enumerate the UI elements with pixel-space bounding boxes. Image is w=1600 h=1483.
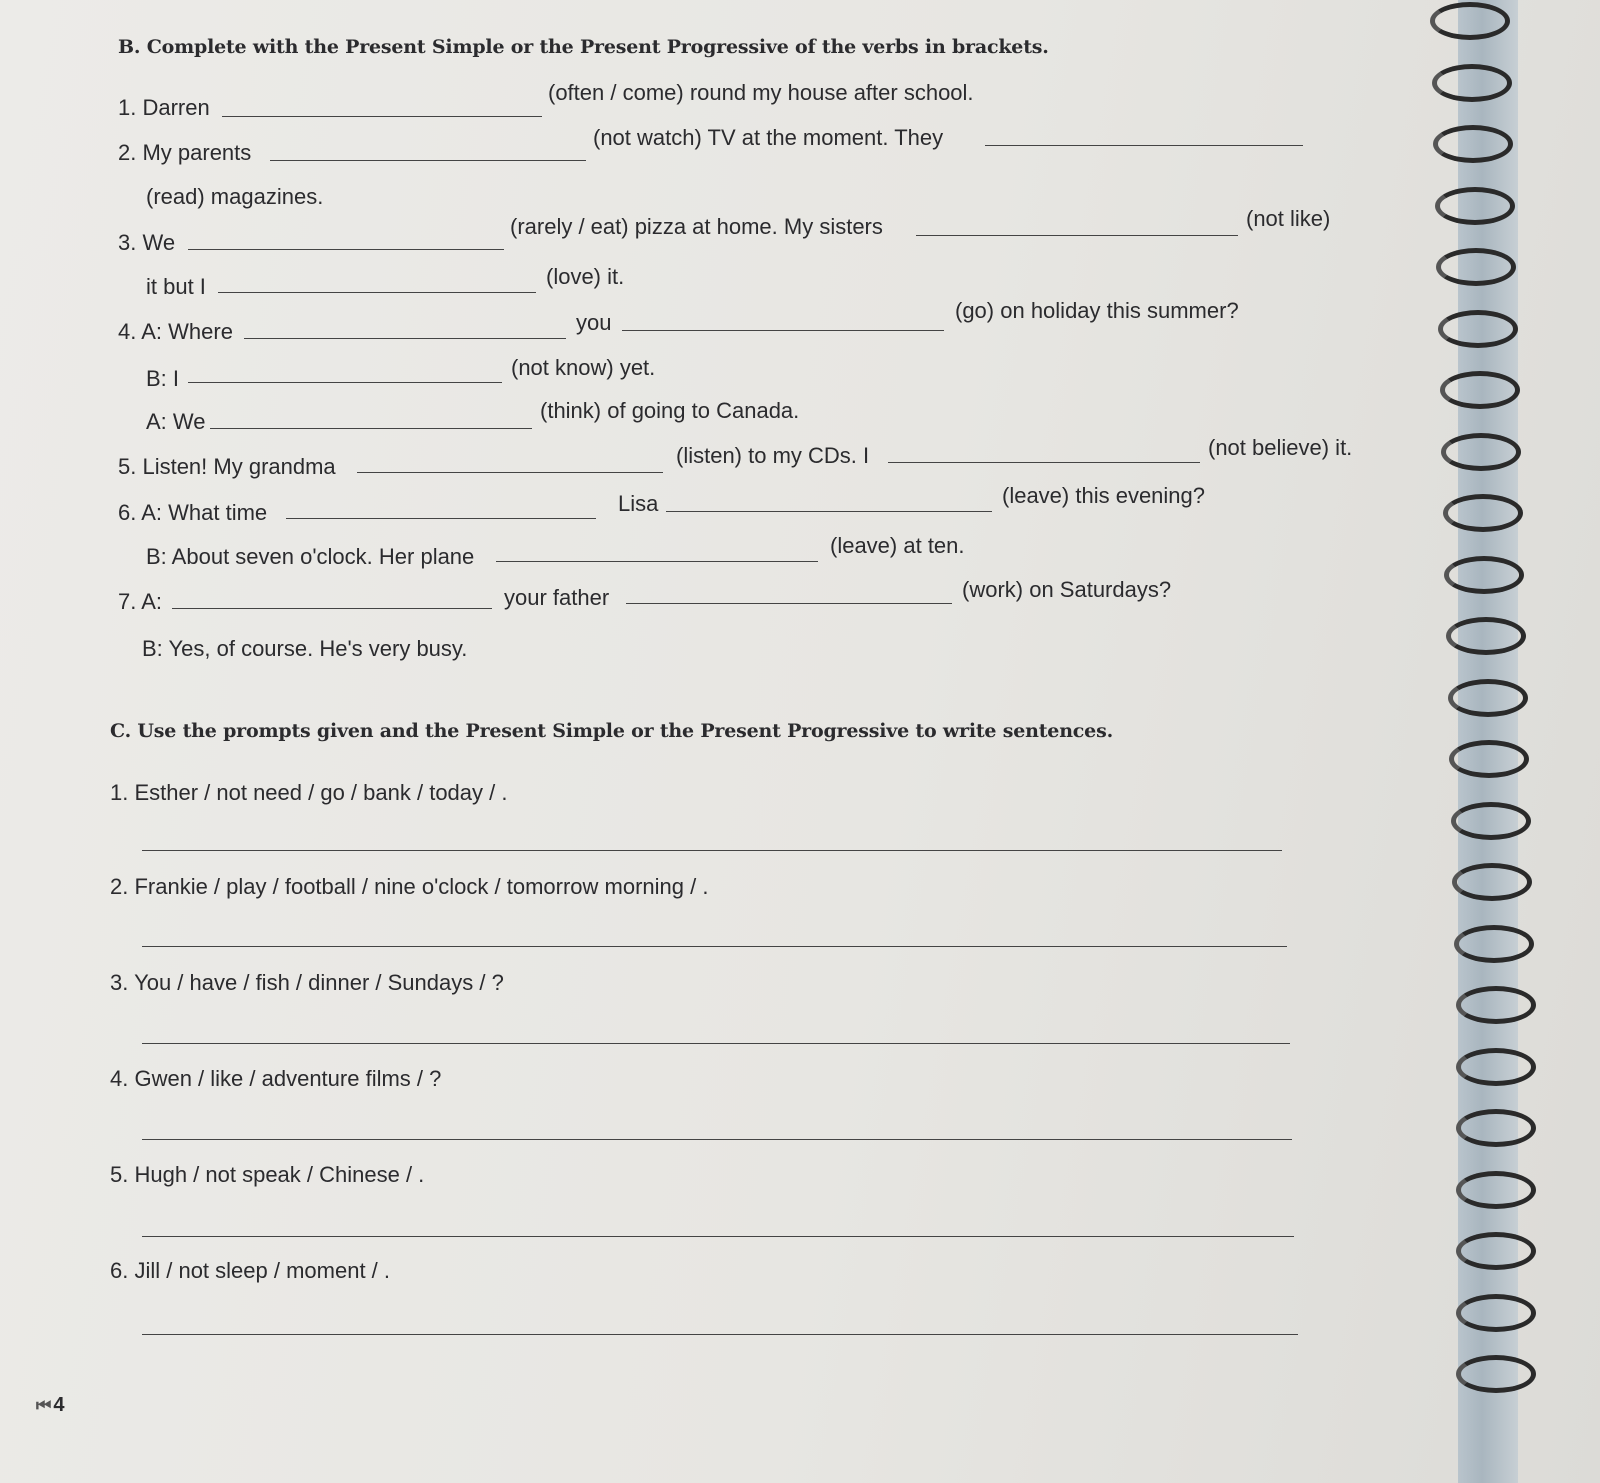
b6-mid: Lisa (618, 491, 659, 516)
b5-blank-2[interactable] (888, 462, 1200, 463)
b2-end: (read) magazines. (146, 184, 324, 209)
spiral-ring (1456, 986, 1536, 1024)
spiral-ring (1456, 1232, 1536, 1270)
c3-answer-line[interactable] (142, 1043, 1290, 1044)
spiral-ring (1456, 1171, 1536, 1209)
b4-start: 4. A: Where (118, 319, 233, 344)
b2-mid: (not watch) TV at the moment. They (593, 125, 944, 150)
b7-mid: your father (504, 585, 610, 610)
b6-blank-2[interactable] (666, 511, 992, 512)
b3-line2-start: it but I (146, 274, 206, 299)
spiral-ring (1435, 187, 1515, 225)
section-b-heading: B. Complete with the Present Simple or the Present Progressive of the verbs in brackets. (118, 36, 1049, 58)
spiral-ring (1456, 1109, 1536, 1147)
b4-blank-4[interactable] (210, 428, 532, 429)
c6-prompt: 6. Jill / not sleep / moment / . (110, 1258, 391, 1283)
b3-blank-1[interactable] (188, 249, 504, 250)
b1-blank[interactable] (222, 116, 542, 117)
spiral-ring (1456, 1355, 1536, 1393)
spiral-ring (1441, 433, 1521, 471)
spiral-ring (1440, 371, 1520, 409)
b6-blank-1[interactable] (286, 518, 596, 519)
b4-mid: you (576, 310, 612, 335)
b1-end: (often / come) round my house after school. (548, 80, 974, 105)
b6-start: 6. A: What time (118, 500, 268, 525)
b7-end: (work) on Saturdays? (962, 577, 1172, 602)
b5-mid: (listen) to my CDs. I (676, 443, 870, 468)
c6-answer-line[interactable] (142, 1334, 1298, 1335)
b5-start: 5. Listen! My grandma (118, 454, 336, 479)
c1-prompt: 1. Esther / not need / go / bank / today / . (110, 780, 508, 805)
b7-b-line: B: Yes, of course. He's very busy. (142, 636, 468, 661)
b6-end: (leave) this evening? (1002, 483, 1206, 508)
b4-b-end: (not know) yet. (511, 355, 656, 380)
b4-blank-3[interactable] (188, 382, 502, 383)
b4-a2-end: (think) of going to Canada. (540, 398, 800, 423)
spiral-ring (1456, 1294, 1536, 1332)
spiral-ring (1451, 802, 1531, 840)
b2-blank-2[interactable] (985, 145, 1303, 146)
b4-blank-1[interactable] (244, 338, 566, 339)
b6-b-start: B: About seven o'clock. Her plane (146, 544, 475, 569)
b7-blank-2[interactable] (626, 603, 952, 604)
b6-blank-3[interactable] (496, 561, 818, 562)
spiral-ring (1449, 740, 1529, 778)
spiral-ring (1446, 617, 1526, 655)
b5-blank-1[interactable] (357, 472, 663, 473)
skip-back-icon: ⏮ (36, 1396, 52, 1415)
b3-end: (not like) (1246, 206, 1331, 231)
c5-answer-line[interactable] (142, 1236, 1294, 1237)
c2-answer-line[interactable] (142, 946, 1287, 947)
c1-answer-line[interactable] (142, 850, 1282, 851)
spiral-ring (1443, 494, 1523, 532)
spiral-ring (1430, 2, 1510, 40)
c2-prompt: 2. Frankie / play / football / nine o'clock / tomorrow morning / . (110, 874, 709, 899)
b6-b-end: (leave) at ten. (830, 533, 965, 558)
c5-prompt: 5. Hugh / not speak / Chinese / . (110, 1162, 425, 1187)
c4-answer-line[interactable] (142, 1139, 1292, 1140)
page-number-text: 4 (53, 1394, 65, 1416)
b7-start: 7. A: (118, 589, 163, 614)
spiral-ring (1436, 248, 1516, 286)
b3-blank-2[interactable] (916, 235, 1238, 236)
b4-b-start: B: I (146, 366, 180, 391)
c3-prompt: 3. You / have / fish / dinner / Sundays / ? (110, 970, 504, 995)
spiral-ring (1433, 125, 1513, 163)
spiral-ring (1448, 679, 1528, 717)
b4-end: (go) on holiday this summer? (955, 298, 1239, 323)
spiral-ring (1454, 925, 1534, 963)
b4-a2-start: A: We (146, 409, 206, 434)
b7-blank-1[interactable] (172, 608, 492, 609)
b2-blank-1[interactable] (270, 160, 586, 161)
b3-start: 3. We (118, 230, 176, 255)
b5-end: (not believe) it. (1208, 435, 1353, 460)
b2-start: 2. My parents (118, 140, 252, 165)
b3-mid: (rarely / eat) pizza at home. My sisters (510, 214, 883, 239)
b3-blank-3[interactable] (218, 292, 536, 293)
spiral-ring (1438, 310, 1518, 348)
spiral-ring (1452, 863, 1532, 901)
page-number (36, 1394, 64, 1417)
c4-prompt: 4. Gwen / like / adventure films / ? (110, 1066, 442, 1091)
section-c-heading: C. Use the prompts given and the Present Simple or the Present Progressive to write sentences. (110, 720, 1113, 742)
spiral-ring (1432, 64, 1512, 102)
spiral-ring (1456, 1048, 1536, 1086)
spiral-ring (1444, 556, 1524, 594)
b3-line2-end: (love) it. (546, 264, 625, 289)
b1-start: 1. Darren (118, 95, 210, 120)
b4-blank-2[interactable] (622, 330, 944, 331)
